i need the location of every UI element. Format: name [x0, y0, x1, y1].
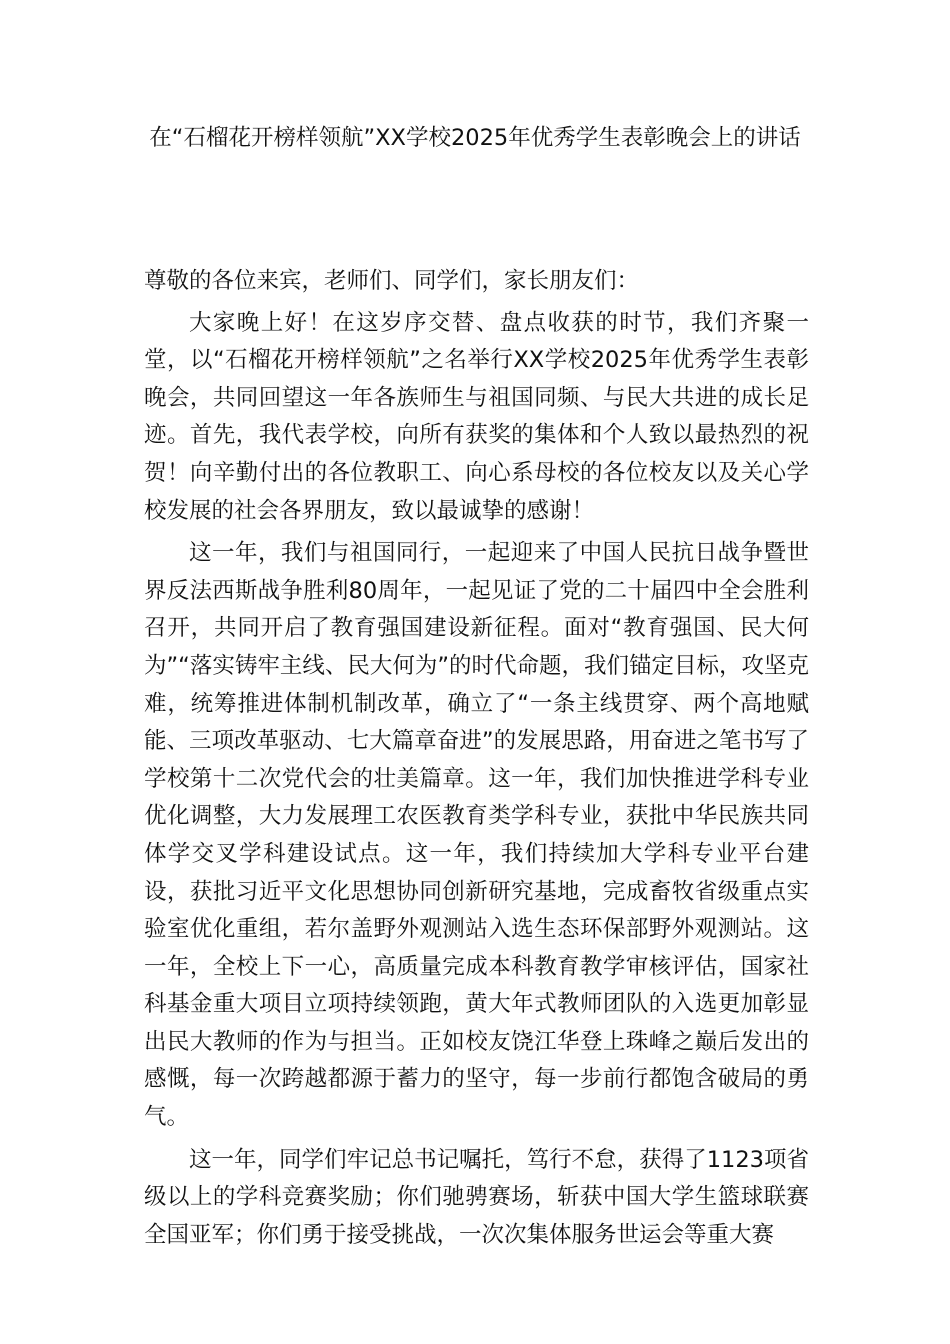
document-body — [144, 263, 809, 1259]
paragraph-greeting: 大家晚上好！在这岁序交替、盘点收获的时节，我们齐聚一堂，以“石榴花开榜样领航”之名举行XX学校2025年优秀学生表彰晚会，共同回望这一年各族师生与祖国同频、与民大共进的成长足迹。首先，我代表学校，向所有获奖的集体和个人致以最热烈的祝贺！向辛勤付出的各位教职工、向心系母校的各位校友以及关心学校发展的社会各界朋友，致以最诚挚的感谢！ — [144, 309, 809, 524]
paragraph-year-review: 这一年，我们与祖国同行，一起迎来了中国人民抗日战争暨世界反法西斯战争胜利80周年，一起见证了党的二十届四中全会胜利召开，共同开启了教育强国建设新征程。面对“教育强国、民大何为”“落实铸牢主线、民大何为”的时代命题，我们锚定目标，攻坚克难，统筹推进体制机制改革，确立了“一条主线贯穿、两个高地赋能、三项改革驱动、七大篇章奋进”的发展思路，用奋进之笔书写了学校第十二次党代会的壮美篇章。这一年，我们加快推进学科专业优化调整，大力发展理工农医教育类学科专业，获批中华民族共同体学交叉学科建设试点。这一年，我们持续加大学科专业平台建设，获批习近平文化思想协同创新研究基地，完成畜牧省级重点实验室优化重组，若尔盖野外观测站入选生态环保部野外观测站。这一年，全校上下一心，高质量完成本科教育教学审核评估，国家社科基金重大项目立项持续领跑，黄大年式教师团队的入选更加彰显出民大教师的作为与担当。正如校友饶江华登上珠峰之巅后发出的感慨，每一次跨越都源于蓄力的坚守，每一步前行都饱含破局的勇气。 — [144, 540, 809, 1131]
paragraph-student-achievements: 这一年，同学们牢记总书记嘱托，笃行不怠，获得了1123项省级以上的学科竞赛奖励；你们驰骋赛场，斩获中国大学生篮球联赛全国亚军；你们勇于接受挑战，一次次集体服务世运会等重大赛 — [144, 1146, 809, 1248]
salutation: 尊敬的各位来宾，老师们、同学们，家长朋友们： — [144, 268, 640, 294]
document-title: 在“石榴花开榜样领航”XX学校2025年优秀学生表彰晚会上的讲话 — [149, 125, 801, 151]
